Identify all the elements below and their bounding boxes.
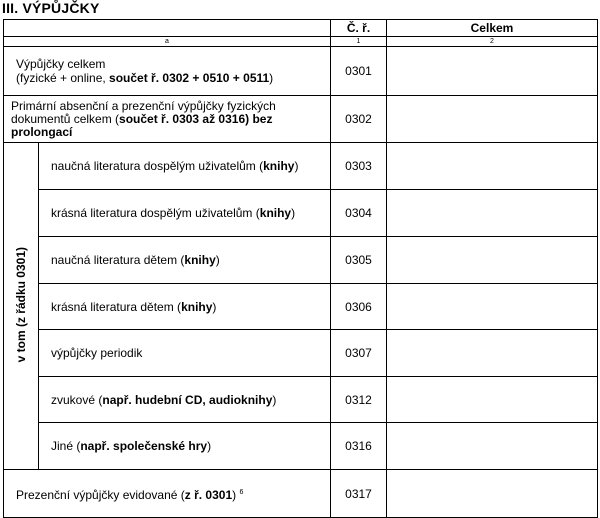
value-cell-0312[interactable] xyxy=(387,377,598,423)
row-label-0316: Jiné (např. společenské hry) xyxy=(39,423,331,470)
value-cell-0306[interactable] xyxy=(387,284,598,330)
table-row-0304 xyxy=(4,190,598,237)
row-label-0317: Prezenční výpůjčky evidované (z ř. 0301) $^6$ xyxy=(4,470,331,518)
table-row-0306 xyxy=(4,284,598,330)
row-code-0307: 0307 xyxy=(331,330,387,377)
header-total: Celkem xyxy=(387,20,598,37)
column-index-1: 1 xyxy=(331,37,387,47)
table-row-0302 xyxy=(4,96,598,143)
row-label-0307: výpůjčky periodik xyxy=(39,330,331,377)
table-row-0303 xyxy=(4,143,598,190)
value-cell-0304[interactable] xyxy=(387,190,598,237)
section-title: III. VÝPŮJČKY xyxy=(2,0,100,16)
table-row-0307 xyxy=(4,330,598,377)
table-row-0316 xyxy=(4,423,598,470)
value-cell-0303[interactable] xyxy=(387,143,598,190)
group-label: v tom (z řádku 0301) xyxy=(4,143,39,470)
value-cell-0307[interactable] xyxy=(387,330,598,377)
row-code-0316: 0316 xyxy=(331,423,387,470)
value-cell-0302[interactable] xyxy=(387,96,598,143)
value-cell-0305[interactable] xyxy=(387,237,598,284)
loans-table xyxy=(3,19,598,518)
row-label-0303: naučná literatura dospělým uživatelům (knihy) xyxy=(39,143,331,190)
header-blank xyxy=(4,20,331,37)
row-label-0305: naučná literatura dětem (knihy) xyxy=(39,237,331,284)
row-code-0305: 0305 xyxy=(331,237,387,284)
column-index-a: a xyxy=(4,37,331,47)
row-code-0302: 0302 xyxy=(331,96,387,143)
table-row-0305 xyxy=(4,237,598,284)
row-code-0301: 0301 xyxy=(331,47,387,96)
row-code-0304: 0304 xyxy=(331,190,387,237)
header-row xyxy=(4,20,598,37)
row-label-0304: krásná literatura dospělým uživatelům (knihy) xyxy=(39,190,331,237)
row-label-0301: Výpůjčky celkem (fyzické + online, součet ř. 0302 + 0510 + 0511) xyxy=(4,47,331,96)
table-row-0317 xyxy=(4,470,598,518)
header-row-number: Č. ř. xyxy=(331,20,387,37)
row-label-0306: krásná literatura dětem (knihy) xyxy=(39,284,331,330)
table-row-0301 xyxy=(4,47,598,96)
column-index-row xyxy=(4,37,598,47)
value-cell-0301[interactable] xyxy=(387,47,598,96)
row-code-0306: 0306 xyxy=(331,284,387,330)
value-cell-0316[interactable] xyxy=(387,423,598,470)
row-label-0312: zvukové (např. hudební CD, audioknihy) xyxy=(39,377,331,423)
footnote-marker: 6 xyxy=(239,488,244,496)
value-cell-0317[interactable] xyxy=(387,470,598,518)
column-index-2: 2 xyxy=(387,37,598,47)
row-label-0302: Primární absenční a prezenční výpůjčky fyzických dokumentů celkem (součet ř. 0303 až 0316) bez prolongací xyxy=(4,96,331,143)
row-code-0312: 0312 xyxy=(331,377,387,423)
row-code-0303: 0303 xyxy=(331,143,387,190)
row-code-0317: 0317 xyxy=(331,470,387,518)
table-row-0312 xyxy=(4,377,598,423)
